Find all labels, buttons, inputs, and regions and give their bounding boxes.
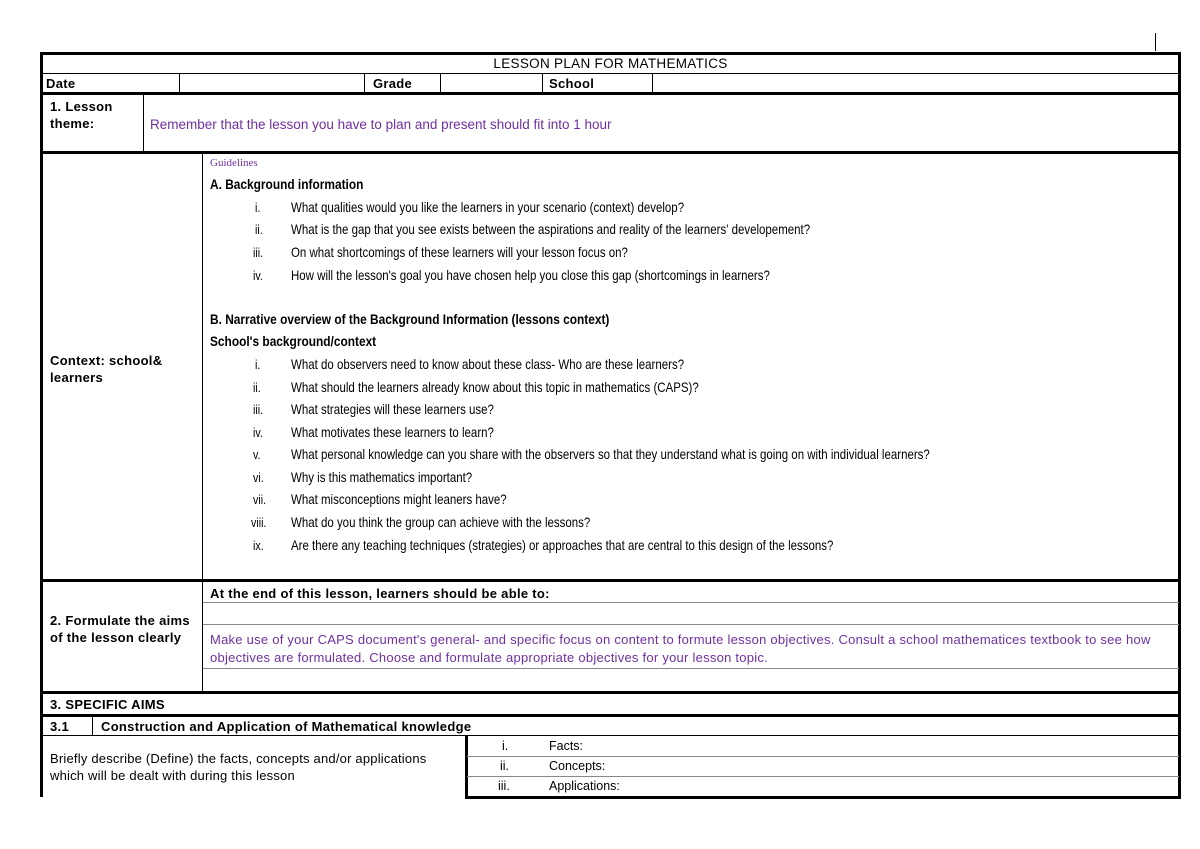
context-label: Context: school& learners [50,353,163,385]
specific-aims-sub-heading: Construction and Application of Mathematical knowledge [101,719,472,734]
list-item: What strategies will these learners use? [291,401,494,417]
lesson-theme-label: 1. Lesson theme: [50,99,113,131]
list-item-number: iii. [253,245,264,260]
list-item-number: iii. [253,402,264,417]
specific-aims-description: Briefly describe (Define) the facts, concepts and/or applications which will be dealt with during this lesson [50,751,427,783]
list-item: Why is this mathematics important? [291,469,473,485]
list-item: What do observers need to know about these class- Who are these learners? [291,356,685,372]
list-item: What personal knowledge can you share with the observers so that they understand what is going on with individual learners? [291,446,930,462]
page-corner-mark [1155,33,1156,51]
facts-field[interactable]: Facts: [549,739,584,753]
guidelines-label: Guidelines [210,157,258,169]
specific-aims-sub-number: 3.1 [50,719,69,734]
list-item: What should the learners already know about this topic in mathematics (CAPS)? [291,379,699,395]
list-item-number: iv. [253,268,263,283]
list-item-number: vi. [253,470,264,485]
list-item-number: v. [253,447,261,462]
concepts-field[interactable]: Concepts: [549,759,606,773]
list-item-number: vii. [253,492,267,507]
applications-field[interactable]: Applications: [549,779,620,793]
list-item-number: i. [255,200,261,215]
list-item: What misconceptions might leaners have? [291,491,507,507]
lesson-theme-value[interactable]: Remember that the lesson you have to plan and present should fit into 1 hour [150,117,612,132]
list-item: On what shortcomings of these learners will your lesson focus on? [291,244,628,260]
list-item: How will the lesson's goal you have chosen help you close this gap (shortcomings in learners? [291,267,770,283]
section-b-heading: B. Narrative overview of the Background Information (lessons context) [210,311,610,327]
grade-label: Grade [373,76,413,91]
school-field[interactable] [654,75,1177,92]
list-item: Are there any teaching techniques (strategies) or approaches that are central to this design of the lessons? [291,537,834,553]
section-a-heading: A. Background information [210,176,364,192]
list-item-number: ix. [253,538,264,553]
aims-guidance[interactable]: Make use of your CAPS document's general- and specific focus on content to formute lesson objectives. Consult a school mathematices textbook to see how objectives are formulated. Choose and formulate appropriate objectives for your lesson topic. [210,632,1151,665]
list-item-number: iv. [253,425,263,440]
list-item: What is the gap that you see exists between the aspirations and reality of the learners' developement? [291,221,811,237]
list-item-number: i. [502,739,509,753]
section-b-subheading: School's background/context [210,333,377,349]
list-item-number: ii. [500,759,510,773]
page-title: LESSON PLAN FOR MATHEMATICS [493,56,728,71]
date-field[interactable] [181,75,363,92]
list-item-number: ii. [255,222,263,237]
list-item: What qualities would you like the learners in your scenario (context) develop? [291,199,685,215]
specific-aims-heading: 3. SPECIFIC AIMS [50,697,165,712]
list-item-number: i. [255,357,261,372]
aims-label: 2. Formulate the aims of the lesson clearly [50,613,190,645]
grade-field[interactable] [442,75,541,92]
list-item-number: viii. [251,515,267,530]
school-label: School [549,76,595,91]
list-item: What motivates these learners to learn? [291,424,494,440]
list-item-number: ii. [253,380,261,395]
aims-intro: At the end of this lesson, learners should be able to: [210,586,550,601]
list-item-number: iii. [498,779,510,793]
list-item: What do you think the group can achieve with the lessons? [291,514,591,530]
date-label: Date [46,76,76,91]
